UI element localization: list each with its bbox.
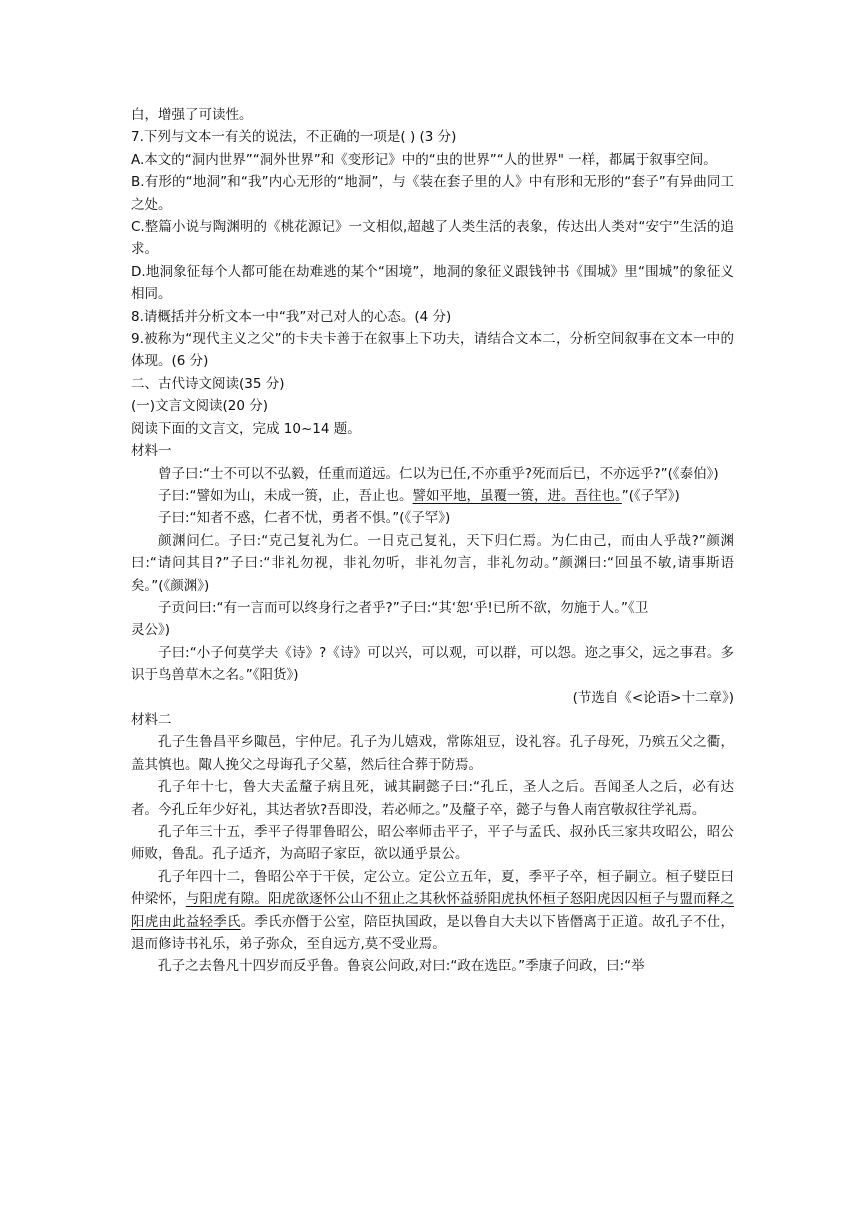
passage-text: 孔子年四十二，鲁昭公卒于干侯，定公立。定公立五年，夏，季平子卒，桓子嗣立。桓子嬖臣曰仲梁怀， xyxy=(131,868,734,908)
passage-paragraph xyxy=(131,866,734,956)
option-c: C.整篇小说与陶渊明的《桃花源记》一文相似,超越了人类生活的表象，传达出人类对“安宁”生活的追求。 xyxy=(131,219,734,258)
option-d: D.地洞象征每个人都可能在劫难逃的某个“困境”，地洞的象征义跟钱钟书《围城》里“围城”的象征义相同。 xyxy=(131,263,734,303)
passage-paragraph: 孔子年十七，鲁大夫孟釐子病且死，诫其嗣懿子曰:“孔丘，圣人之后。吾闻圣人之后，必有达者。今孔丘年少好礼，其达者欤?吾即没，若必师之。”及釐子卒，懿子与鲁人南宫敬叔往学礼焉。 xyxy=(131,779,734,818)
passage-paragraph: 孔子生鲁昌平乡陬邑，宇仲尼。孔子为儿嬉戏，常陈俎豆，设礼容。孔子母死，乃殡五父之衢，盖其慎也。陬人挽父之母诲孔子父墓，然后往合葬于防焉。 xyxy=(131,734,734,773)
passage-text: ”(《子罕》) xyxy=(621,487,680,504)
material-label: 材料二 xyxy=(131,711,172,728)
source-citation: (节选自《<论语>十二章》) xyxy=(572,689,734,706)
passage-paragraph: 曾子曰:“士不可以不弘毅，任重而道远。仁以为已任,不亦重乎?死而后已，不亦远乎?”(《泰伯》) xyxy=(158,465,719,482)
passage-paragraph: 子曰:“知者不惑，仁者不忧，勇者不惧。”(《子罕》) xyxy=(158,510,451,527)
section-heading: 二、古代诗文阅读(35 分) xyxy=(131,375,285,392)
material-label: 材料一 xyxy=(131,443,172,460)
question-7: 7.下列与文本一有关的说法，不正确的一项是( ) (3 分) xyxy=(131,129,457,146)
passage-paragraph: 孔子之去鲁凡十四岁而反乎鲁。鲁哀公问政,对曰:“政在选臣。”季康子问政，曰:“举 xyxy=(158,958,645,975)
subsection-heading: (一)文言文阅读(20 分) xyxy=(131,398,269,415)
passage-text: 子曰:“譬如为山，未成一篑，止，吾止也。 xyxy=(158,487,413,504)
passage-paragraph xyxy=(131,485,734,507)
option-a: A.本文的“洞内世界”“洞外世界”和《变形记》中的“虫的世界”“人的世界" 一样，都属于叙事空间。 xyxy=(131,151,717,168)
passage-paragraph: 子曰:“小子何莫学夫《诗》?《诗》可以兴，可以观，可以群，可以怨。迩之事父，远之事君。多识于鸟兽草木之名。”《阳货》) xyxy=(131,644,734,684)
instruction: 阅读下面的文言文，完成 10~14 题。 xyxy=(131,420,361,437)
underlined-sentence: 与阳虎有隙。阳虎欲逐怀公山不狃止之其秋怀益骄阳虎执怀桓子怒阳虎因囚桓子与盟而释之阳虎由此益轻季氏 xyxy=(131,891,735,930)
text-line: 白，增强了可读性。 xyxy=(131,107,253,123)
underlined-sentence: 譬如平地，虽覆一篑，进。吾往也。 xyxy=(412,487,622,504)
question-9: 9.被称为“现代主义之父”的卡夫卡善于在叙事上下功夫，请结合文本二，分析空间叙事在文本一中的体现。(6 分) xyxy=(131,331,734,370)
question-8: 8.请概括并分析文本一中“我”对己对人的心态。(4 分) xyxy=(131,308,452,325)
passage-paragraph: 子贡问曰:“有一言而可以终身行之者乎?”子曰:“其‘恕‘乎!已所不欲，勿施于人。”《卫 xyxy=(158,599,649,616)
option-b: B.有形的“地洞”和“我”内心无形的“地洞”，与《装在套子里的人》中有形和无形的“套子”有异曲同工之处。 xyxy=(131,174,734,213)
passage-line: 灵公》) xyxy=(131,622,171,639)
passage-text: 。季氏亦僭于公室，陪臣执国政，是以鲁自大夫以下皆僭离于正道。故孔子不仕，退而修诗书礼乐，弟子弥众，至自远方,莫不受业焉。 xyxy=(131,913,735,953)
passage-paragraph: 颜渊问仁。子曰:“克己复礼为仁。一日克己复礼，天下归仁焉。为仁由己，而由人乎哉?”颜渊曰:“请问其目?”子曰:“非礼勿视，非礼勿听，非礼勿言，非礼勿动。”颜渊曰:“回虽不敏,请事斯语矣。”(《颜渊》) xyxy=(131,532,734,594)
passage-paragraph: 孔子年三十五，季平子得罪鲁昭公，昭公率师击平子，平子与孟氏、叔孙氏三家共攻昭公，昭公师败，鲁乱。孔子适齐，为高昭子家臣，欲以通乎景公。 xyxy=(131,824,734,863)
